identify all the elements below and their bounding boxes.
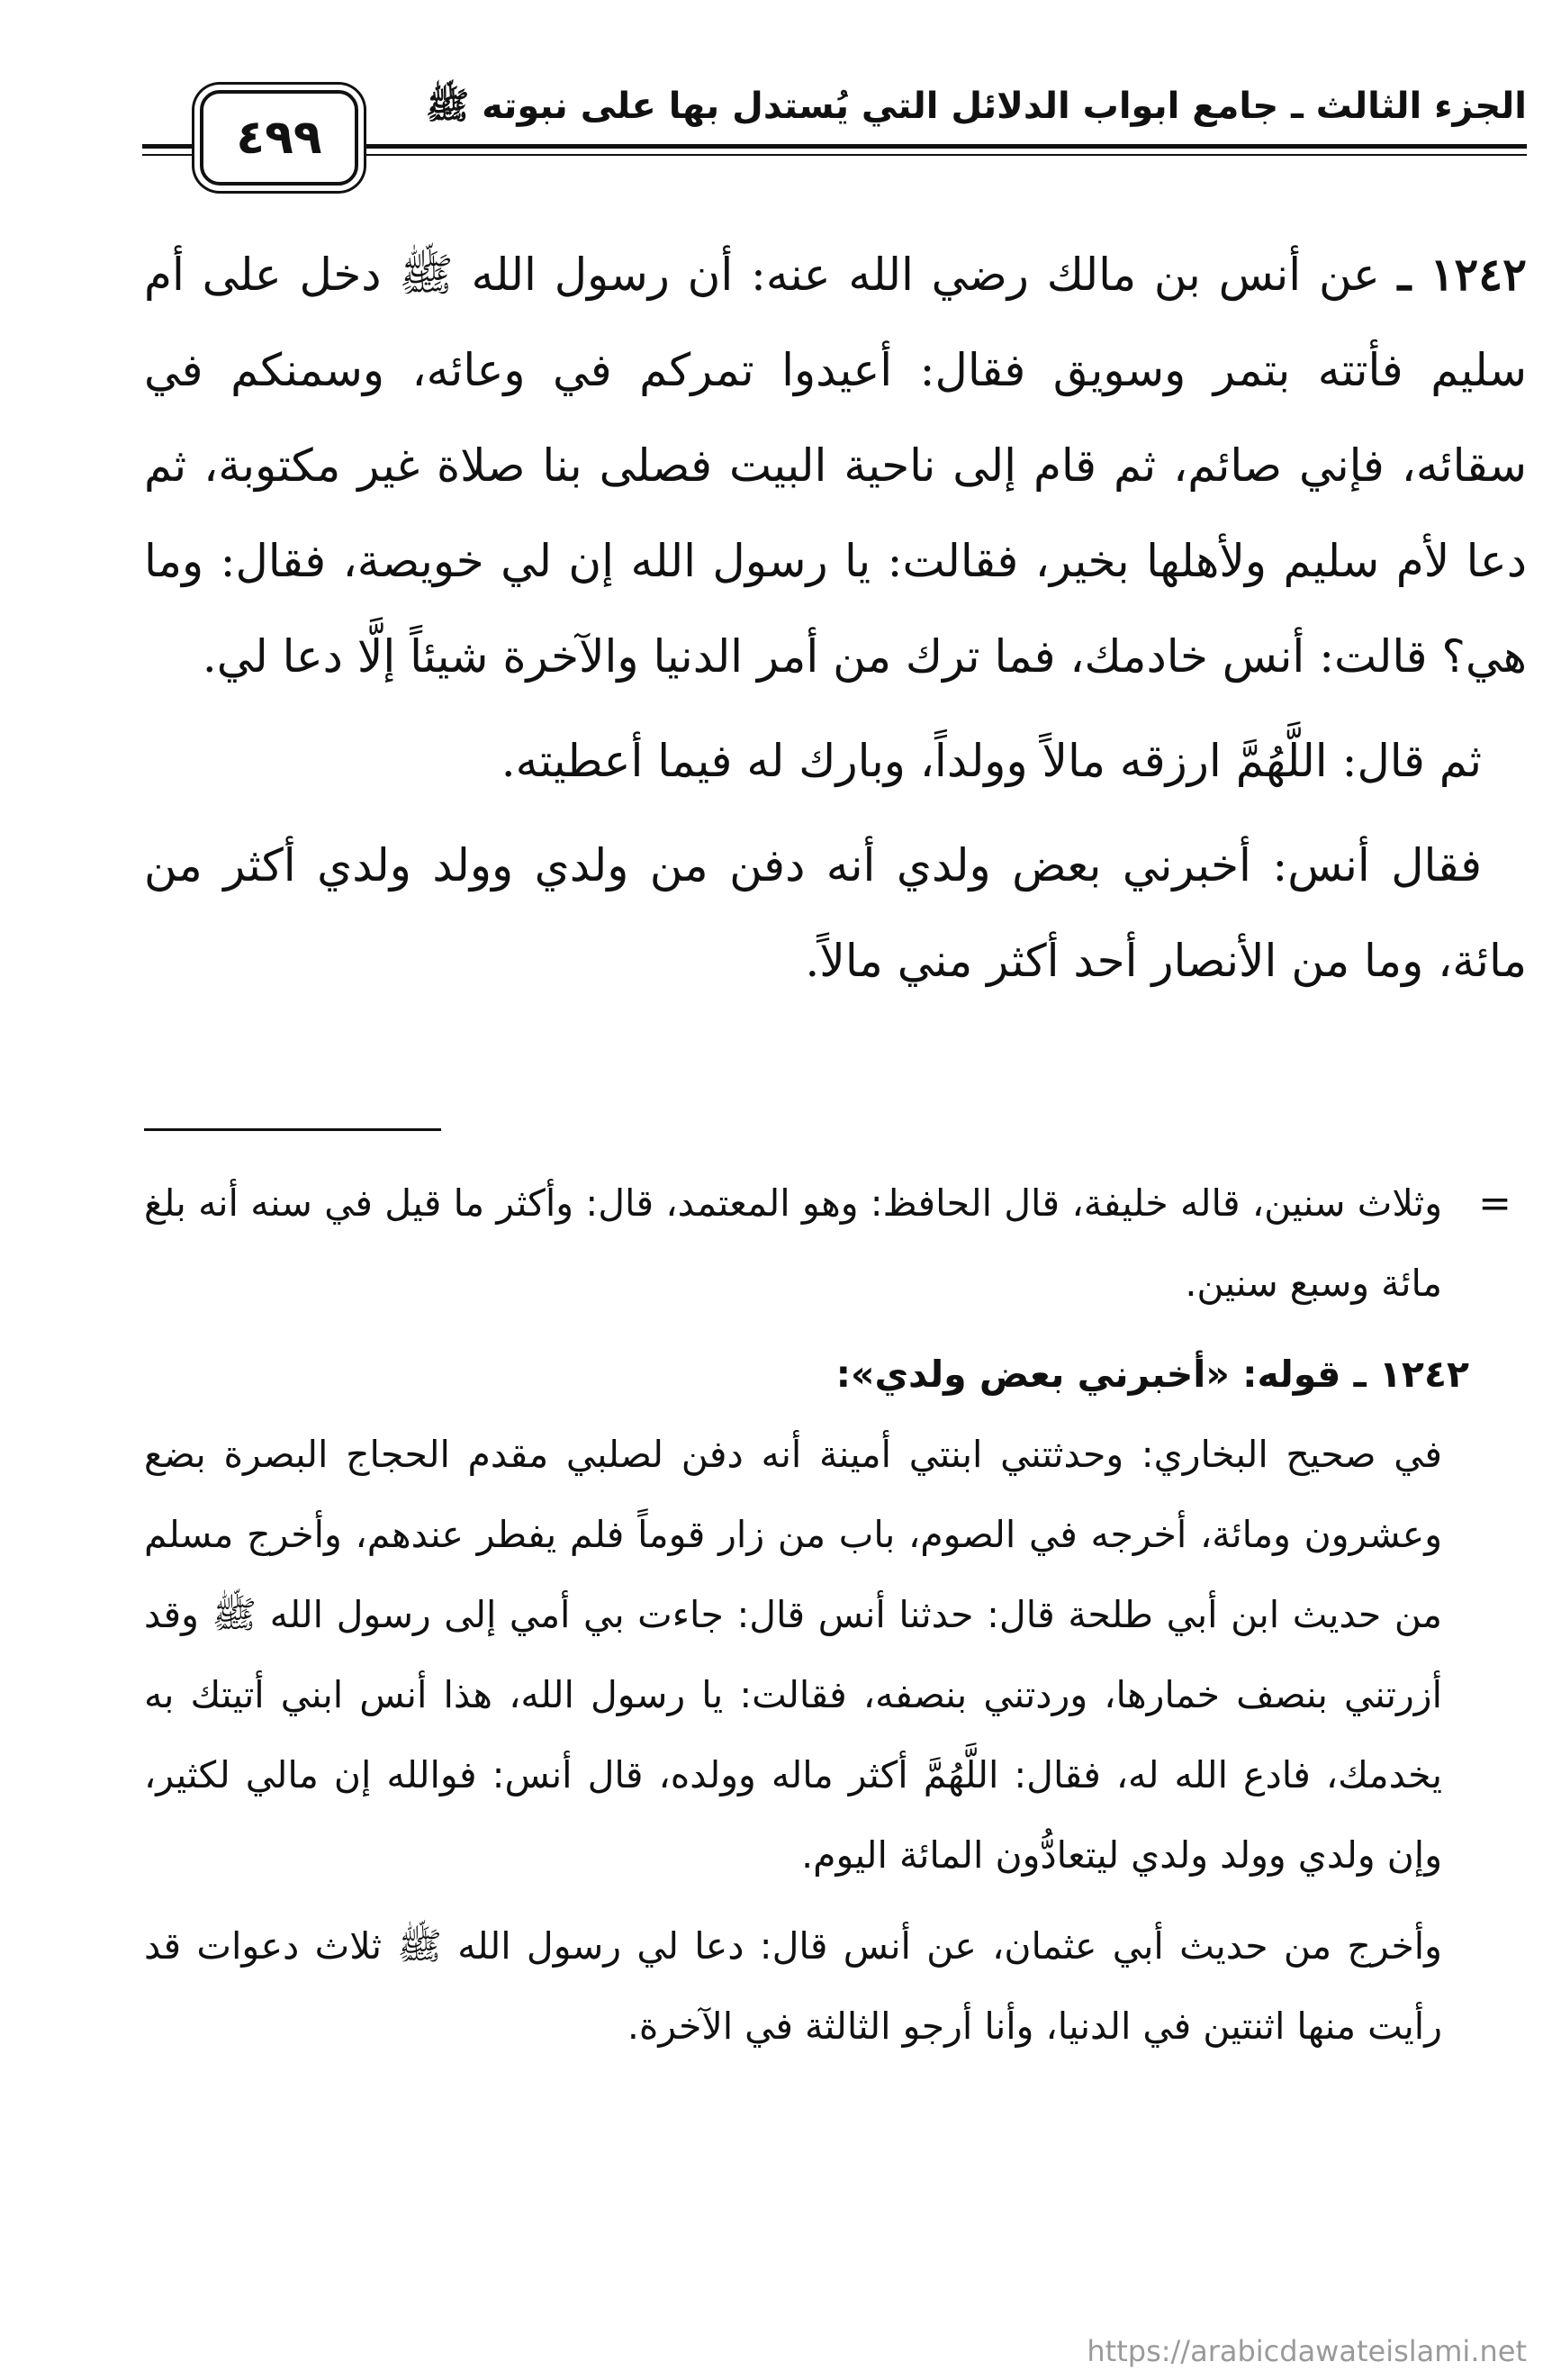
running-header: الجزء الثالث ـ جامع ابواب الدلائل التي يُستدل بها على نبوته ﷺ [425,86,1527,127]
main-text [144,227,1527,1009]
continuation-mark: = [1478,1181,1511,1226]
footnote-separator [144,1128,441,1131]
hadith-number: ١٢٤٢ ـ [1397,248,1527,301]
footnotes [144,1163,1469,2067]
main-paragraph: فقال أنس: أخبرني بعض ولدي أنه دفن من ولدي وولد ولدي أكثر من مائة، وما من الأنصار أحد أكثر مني مالاً. [144,839,1527,987]
main-paragraph: ثم قال: اللَّهُمَّ ارزقه مالاً وولداً، وبارك له فيما أعطيته. [501,735,1482,787]
footnote-paragraph: وأخرج من حديث أبي عثمان، عن أنس قال: دعا لي رسول الله ﷺ ثلاث دعوات قد رأيت منها اثنتين في الدنيا، وأنا أرجو الثالثة في الآخرة. [144,1924,1442,2048]
footnote-heading: ١٢٤٢ ـ قوله: «أخبرني بعض ولدي»: [835,1353,1469,1396]
watermark: https://arabicdawateislami.net [1087,2334,1527,2368]
footnote-paragraph: في صحيح البخاري: وحدثتني ابنتي أمينة أنه دفن لصلبي مقدم الحجاج البصرة بضع وعشرون ومائة، أخرجه في الصوم، باب من زار قوماً فلم يفطر عندهم، وأخرج مسلم من حديث ابن أبي طلحة قال: حدثنا أنس قال: جاءت بي أمي إلى رسول الله ﷺ وقد أزرتني بنصف خمارها، وردتني بنصفه، فقالت: يا رسول الله، هذا أنس ابني أتيتك به يخدمك، فادع الله له، فقال: اللَّهُمَّ أكثر ماله وولده، قال أنس: فوالله إن مالي لكثير، وإن ولدي وولد ولدي ليتعادُّون المائة اليوم. [144,1433,1442,1877]
main-paragraph: ١٢٤٢ ـ عن أنس بن مالك رضي الله عنه: أن رسول الله ﷺ دخل على أم سليم فأتته بتمر وسويق فقال: أعيدوا تمركم في وعائه، وسمنكم في سقائه، فإني صائم، ثم قام إلى ناحية البيت فصلى بنا صلاة غير مكتوبة، ثم دعا لأم سليم ولأهلها بخير، فقالت: يا رسول الله إن لي خويصة، فقال: وما هي؟ قالت: أنس خادمك، فما ترك من أمر الدنيا والآخرة شيئاً إلَّا دعا لي. [144,248,1527,683]
page-number: ٤٩٩ [200,90,358,186]
footnote-continuation: وثلاث سنين، قاله خليفة، قال الحافظ: وهو المعتمد، قال: وأكثر ما قيل في سنه أنه بلغ مائة وسبع سنين. [144,1181,1442,1305]
